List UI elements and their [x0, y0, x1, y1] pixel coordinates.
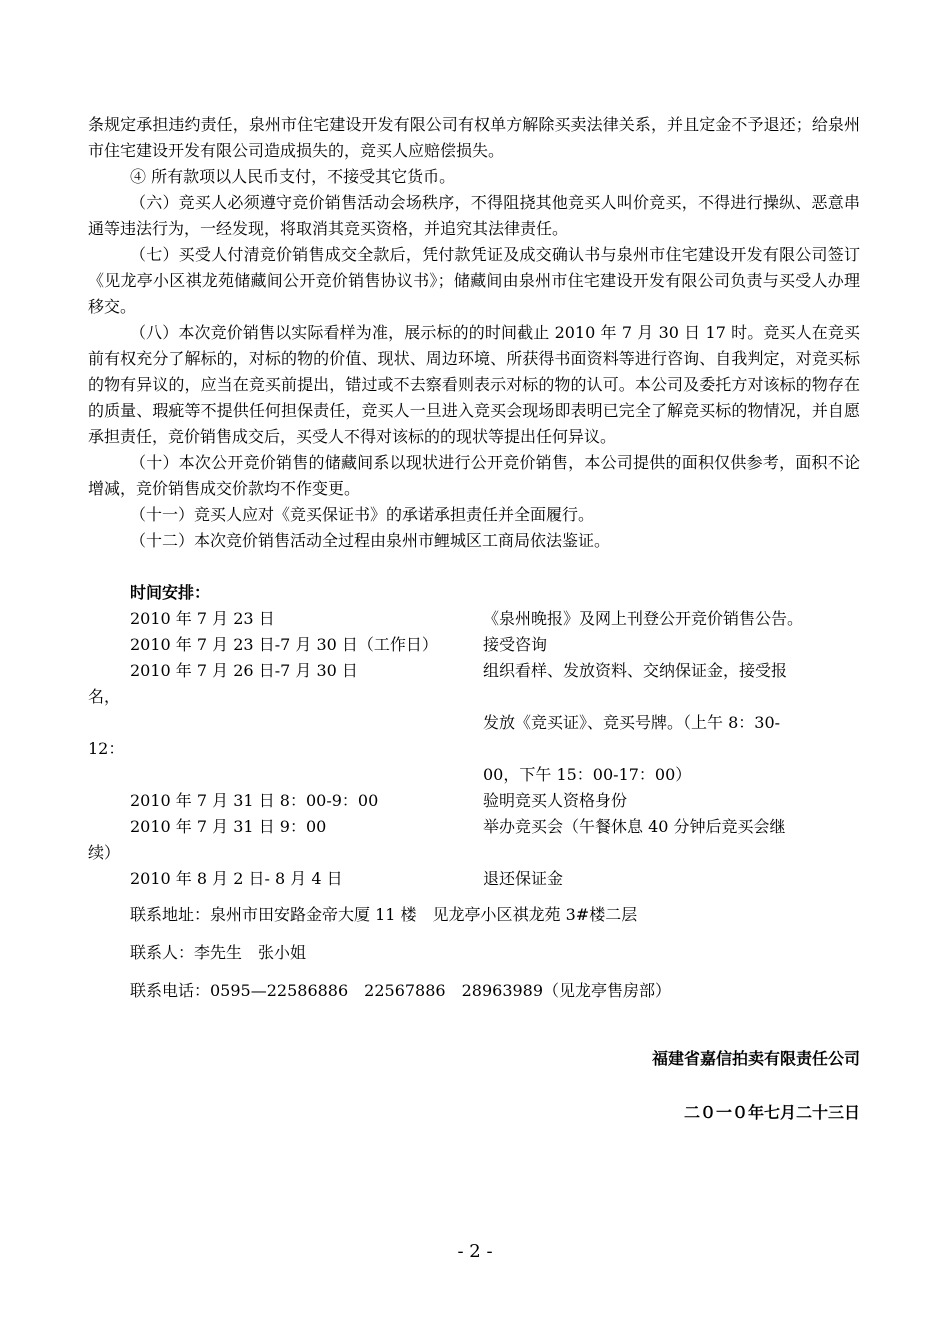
- schedule-date: 2010 年 7 月 23 日-7 月 30 日（工作日）: [130, 635, 438, 654]
- schedule-date: 2010 年 7 月 31 日 8：00-9：00: [130, 791, 379, 810]
- schedule-row: [88, 866, 860, 892]
- schedule-desc: 00，下午 15：00-17：00）: [483, 765, 692, 784]
- document-body: [88, 112, 860, 1004]
- paragraph-currency: ④ 所有款项以人民币支付，不接受其它货币。: [130, 167, 456, 186]
- contact-person: 联系人：李先生 张小姐: [130, 943, 307, 962]
- schedule-desc: 《泉州晚报》及网上刊登公开竞价销售公告。: [483, 609, 804, 628]
- schedule-row: [88, 632, 860, 658]
- contact-phone: 联系电话：0595—22586886 22567886 28963989（见龙亭售房部）: [130, 981, 672, 1000]
- schedule-list: [88, 606, 860, 892]
- schedule-desc: 退还保证金: [483, 869, 564, 888]
- paragraph-continued: 条规定承担违约责任，泉州市住宅建设开发有限公司有权单方解除买卖法律关系，并且定金不予退还；给泉州市住宅建设开发有限公司造成损失的，竞买人应赔偿损失。: [88, 115, 860, 160]
- signature-company: 福建省嘉信拍卖有限责任公司: [651, 1049, 860, 1068]
- schedule-desc-continued: 名，: [88, 687, 121, 706]
- page-number: - 2 -: [457, 1241, 493, 1262]
- schedule-desc-continued: 12：: [88, 739, 125, 758]
- paragraph-ten: （十）本次公开竞价销售的储藏间系以现状进行公开竞价销售，本公司提供的面积仅供参考，面积不论增减，竞价销售成交价款均不作变更。: [88, 453, 860, 498]
- schedule-desc: 举办竞买会（午餐休息 40 分钟后竞买会继: [483, 817, 786, 836]
- paragraph-twelve: （十二）本次竞价销售活动全过程由泉州市鲤城区工商局依法鉴证。: [130, 531, 611, 550]
- schedule-desc-continued: 续）: [88, 843, 121, 862]
- schedule-row: [88, 814, 860, 866]
- signature-date: 二０一０年七月二十三日: [683, 1103, 860, 1122]
- paragraph-six: （六）竞买人必须遵守竞价销售活动会场秩序，不得阻挠其他竞买人叫价竞买，不得进行操纵、恶意串通等违法行为，一经发现，将取消其竞买资格，并追究其法律责任。: [88, 193, 860, 238]
- paragraph-eleven: （十一）竞买人应对《竞买保证书》的承诺承担责任并全面履行。: [130, 505, 595, 524]
- schedule-row: [88, 710, 860, 762]
- paragraph-eight: （八）本次竞价销售以实际看样为准，展示标的的时间截止 2010 年 7 月 30 日 17 时。竞买人在竞买前有权充分了解标的，对标的物的价值、现状、周边环境、所获得书面资料等进行咨询、自我判定，对竞买标的物有异议的，应当在竞买前提出，错过或不去察看则表示对标的物的认可。本公司及委托方对该标的物存在的质量、瑕疵等不提供任何担保责任，竞买人一旦进入竞买会现场即表明已完全了解竞买标的物情况，并自愿承担责任，竞价销售成交后，买受人不得对该标的的现状等提出任何异议。: [88, 323, 860, 446]
- paragraph-seven: （七）买受人付清竞价销售成交全款后，凭付款凭证及成交确认书与泉州市住宅建设开发有限公司签订《见龙亭小区祺龙苑储藏间公开竞价销售协议书》；储藏间由泉州市住宅建设开发有限公司负责与买受人办理移交。: [88, 245, 860, 316]
- schedule-row: [88, 606, 860, 632]
- schedule-date: 2010 年 7 月 23 日: [130, 609, 275, 628]
- schedule-row: [88, 762, 860, 788]
- contact-address: 联系地址：泉州市田安路金帝大厦 11 楼 见龙亭小区祺龙苑 3#楼二层: [130, 905, 638, 924]
- schedule-desc: 发放《竞买证》、竞买号牌。（上午 8：30-: [483, 713, 781, 732]
- schedule-date: 2010 年 7 月 31 日 9：00: [130, 817, 327, 836]
- schedule-date: 2010 年 7 月 26 日-7 月 30 日: [130, 661, 358, 680]
- schedule-date: 2010 年 8 月 2 日- 8 月 4 日: [130, 869, 343, 888]
- schedule-title: 时间安排：: [130, 583, 211, 602]
- schedule-desc: 验明竞买人资格身份: [483, 791, 628, 810]
- schedule-row: [88, 658, 860, 710]
- schedule-desc: 组织看样、发放资料、交纳保证金，接受报: [483, 661, 788, 680]
- schedule-row: [88, 788, 860, 814]
- schedule-desc: 接受咨询: [483, 635, 548, 654]
